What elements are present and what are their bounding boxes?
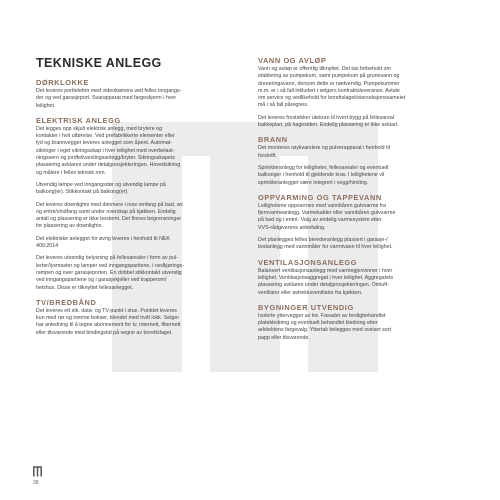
section-heading: VANN OG AVLØP <box>258 56 327 65</box>
paragraph: Leilighetene oppvarmes med vannbåren gulvvarme fra fjernvarmeanlegg. Varmekabler eller vannbåren gulvvarme på bad og i entré. Valg av endelig varmesystem etter VVS-rådgiverens anbefaling. <box>258 202 396 231</box>
paragraph: Det leveres utvendig belysning på fellesarealer i form av pul- lerter/lysmaster og lamper ved inngangspartiene, i nedkjørings- rampen og over garasjeporten. En dobbel stikkontakt utvendig ved inngangspartiene og i garasjekjeller ved trapperom/ heishus. Disse er tilknyttet fellesanlegget. <box>36 255 185 291</box>
section <box>258 56 463 129</box>
paragraph: Utvendig lampe ved inngangsdør og utvendig lampe på balkong(er). Stikkontakt på balkong(er). <box>36 181 166 196</box>
paragraph: Vann og avløp er offentlig tilknyttet. Det tas forbehold om etablering av pumpekum, samt pumpekum på grunnvann og dreneringsvann, dersom dette er nødvendig. Pumpekummer m.m. er i så fall inkludert i selgers kontraktsleveranse. Avtale om service og vedlikehold for borettslaget/eierseksjonssameiet må i så fall påregnes. <box>258 66 406 109</box>
paragraph: Det monteres røykvarslere og pulverapparat i henhold til forskrift. <box>258 145 390 159</box>
left-sections <box>36 78 241 337</box>
m-logo-icon <box>33 466 42 477</box>
paragraph: Det planlegges felles berederanlegg plassert i garasje-/ bodanlegg med vannmåler for varmtvann til hver leilighet. <box>258 237 393 251</box>
section-heading: OPPVARMING OG TAPPEVANN <box>258 192 382 202</box>
section-heading: TV/BREDBÅND <box>36 297 97 307</box>
paragraph: Det elektriske anlegget for øvrig leveres i henhold til NEK 400:2014 <box>36 235 170 250</box>
section <box>258 135 463 186</box>
right-column <box>258 56 463 348</box>
section-heading: VENTILASJONSANLEGG <box>258 257 358 267</box>
page-number: 38 <box>33 480 39 486</box>
paragraph: Det leveres downlights med dimmere i now omfang på bad, wc og entré/vindfang samt under overskap på kjøkken. Endelig antall og plassering er ikke bestemt. Det finnes begrensninger for plassering av downlights. <box>36 201 184 230</box>
paragraph: Balansert ventilasjonsanlegg med varmegjenvinner i hver leilighet. Ventilasjonsaggregat i hver leilighet. Aggregatets plassering avklares under detaljprosjekteringen. Omluft- ventilator eller avtrekksventilator fra kjøkken. <box>258 267 394 296</box>
paragraph: Isolerte yttervegger av tre. Fasader av ferdigbehandlet platekledning og eventuelt behandlet kledning etter arkitektens fargevalg. Yttertak belegges med sveiset sort papp eller tilsvarende. <box>258 312 391 341</box>
section <box>258 303 463 342</box>
paragraph: Det legges opp skjult elektrisk anlegg, med brytere og kontakter i hvit utførelse. Ved prefabrikkerte elementer eller lyd og brannvegger leveres anlegget som åpent. Automat- sikringer i eget sikringsskap i hver leilighet med overbelast- ningsvern og jordfeilvarslingsanlegg/bryter. Sikringsskapets plassering avklares under detaljprosjekteringen. Hovedsikring og målere i felles teknisk rom. <box>36 125 181 176</box>
section-heading: DØRKLOKKE <box>36 78 90 87</box>
paragraph: Det leveres porttelefon med videokamera ved felles inngangs- der og ved garasjeport. Svarapparat med fargeskjerm i hver leilighet. <box>36 88 182 109</box>
section <box>258 193 463 252</box>
section-heading: ELEKTRISK ANLEGG <box>36 115 121 125</box>
section <box>258 258 463 297</box>
paragraph: Det leveres ett stk. data- og TV-punkt i stue. Punktet leveres kun med rør og tomme bokser, blendet med hvitt lokk. Selger har anledning til å tegne abonnement for tv, internett, fibernett eller tilsvarende med bindingstid på vegne av borettslaget. <box>36 307 181 336</box>
section-heading: BRANN <box>258 135 288 145</box>
left-column <box>36 56 241 343</box>
paragraph: Det leveres frostsikker utekran til hvert bygg på fellesareal bakkeplan, på hagesiden. Endelig plassering er ikke avklart. <box>258 114 399 129</box>
right-sections <box>258 56 463 342</box>
page-title: TEKNISKE ANLEGG <box>36 56 162 70</box>
paragraph: Sprinkleranlegg for leiligheter, fellesarealer og eventuelt balkonger i henhold til gjeldende krav. I leilighetene vil sprinkleranlegget være integrert i vegg/himling. <box>258 164 389 186</box>
section-heading: BYGNINGER UTVENDIG <box>258 302 354 312</box>
section <box>36 78 241 110</box>
section <box>36 116 241 292</box>
section <box>36 298 241 337</box>
